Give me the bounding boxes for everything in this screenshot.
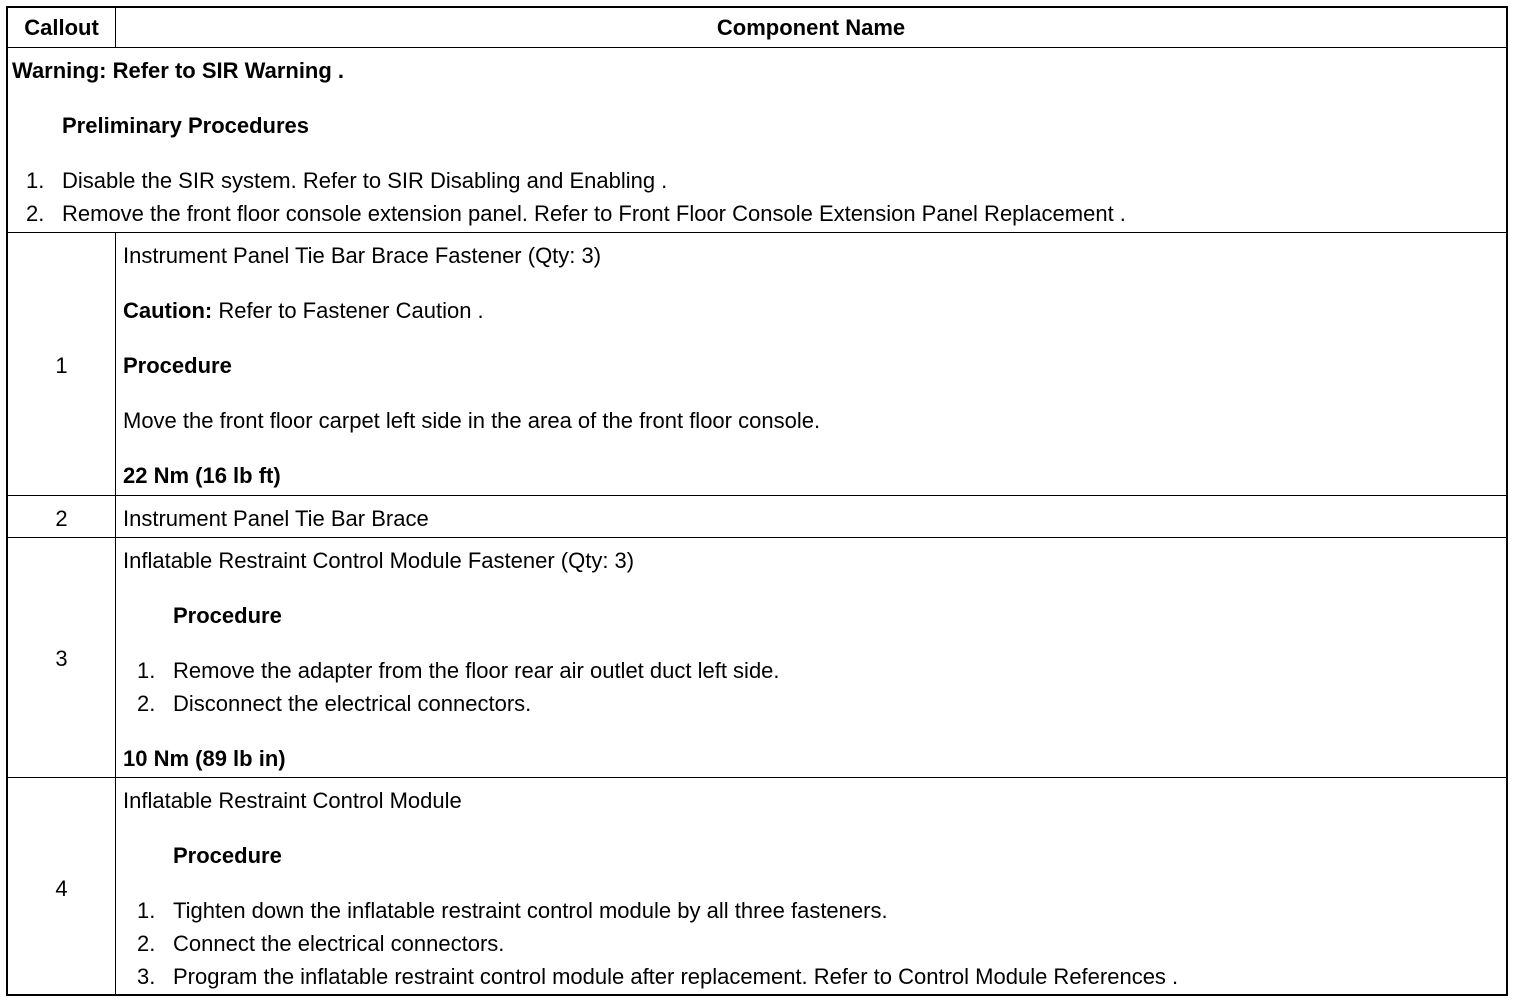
step-text: Connect the electrical connectors. bbox=[173, 931, 505, 956]
header-component-name: Component Name bbox=[716, 15, 906, 40]
component-name: Inflatable Restraint Control Module Fastener (Qty: 3) bbox=[123, 548, 635, 573]
preamble-step-num: 1. bbox=[26, 168, 45, 193]
step-num: 1. bbox=[137, 898, 156, 923]
step-num: 2. bbox=[137, 931, 156, 956]
component-name: Inflatable Restraint Control Module bbox=[123, 788, 462, 813]
callout-number: 1 bbox=[55, 353, 68, 378]
caution-text: Refer to Fastener Caution . bbox=[212, 298, 484, 323]
callout-number: 4 bbox=[55, 876, 68, 901]
procedure-heading: Procedure bbox=[173, 843, 282, 868]
row-divider bbox=[6, 537, 1508, 538]
callout-number: 2 bbox=[55, 506, 68, 531]
step-num: 2. bbox=[137, 691, 156, 716]
preamble-step-text: Disable the SIR system. Refer to SIR Disabling and Enabling . bbox=[62, 168, 668, 193]
header-callout: Callout bbox=[24, 15, 99, 40]
step-num: 3. bbox=[137, 964, 156, 989]
column-divider bbox=[115, 232, 116, 996]
preamble-divider bbox=[6, 232, 1508, 233]
preliminary-heading: Preliminary Procedures bbox=[62, 113, 310, 138]
procedure-text: Move the front floor carpet left side in the area of the front floor console. bbox=[123, 408, 821, 433]
torque-spec: 10 Nm (89 lb in) bbox=[123, 746, 286, 771]
warning-text: Refer to SIR Warning . bbox=[106, 58, 345, 83]
row-divider bbox=[6, 777, 1508, 778]
caution bbox=[123, 298, 484, 324]
callout-number: 3 bbox=[55, 646, 68, 671]
preamble-step-text: Remove the front floor console extension panel. Refer to Front Floor Console Extension Panel Replacement . bbox=[62, 201, 1126, 226]
step-text: Tighten down the inflatable restraint control module by all three fasteners. bbox=[173, 898, 888, 923]
step-num: 1. bbox=[137, 658, 156, 683]
step-text: Disconnect the electrical connectors. bbox=[173, 691, 532, 716]
row-divider bbox=[6, 495, 1508, 496]
step-text: Remove the adapter from the floor rear air outlet duct left side. bbox=[173, 658, 780, 683]
header-divider bbox=[6, 47, 1508, 48]
step-text: Program the inflatable restraint control module after replacement. Refer to Control Module References . bbox=[173, 964, 1179, 989]
warning-label: Warning: bbox=[12, 58, 107, 83]
caution-label: Caution: bbox=[123, 298, 213, 323]
preamble-step-num: 2. bbox=[26, 201, 45, 226]
torque-spec: 22 Nm (16 lb ft) bbox=[123, 463, 281, 488]
component-name: Instrument Panel Tie Bar Brace Fastener (Qty: 3) bbox=[123, 243, 602, 268]
warning bbox=[12, 58, 344, 84]
procedure-heading: Procedure bbox=[123, 353, 232, 378]
procedure-heading: Procedure bbox=[173, 603, 282, 628]
component-name: Instrument Panel Tie Bar Brace bbox=[123, 506, 429, 531]
